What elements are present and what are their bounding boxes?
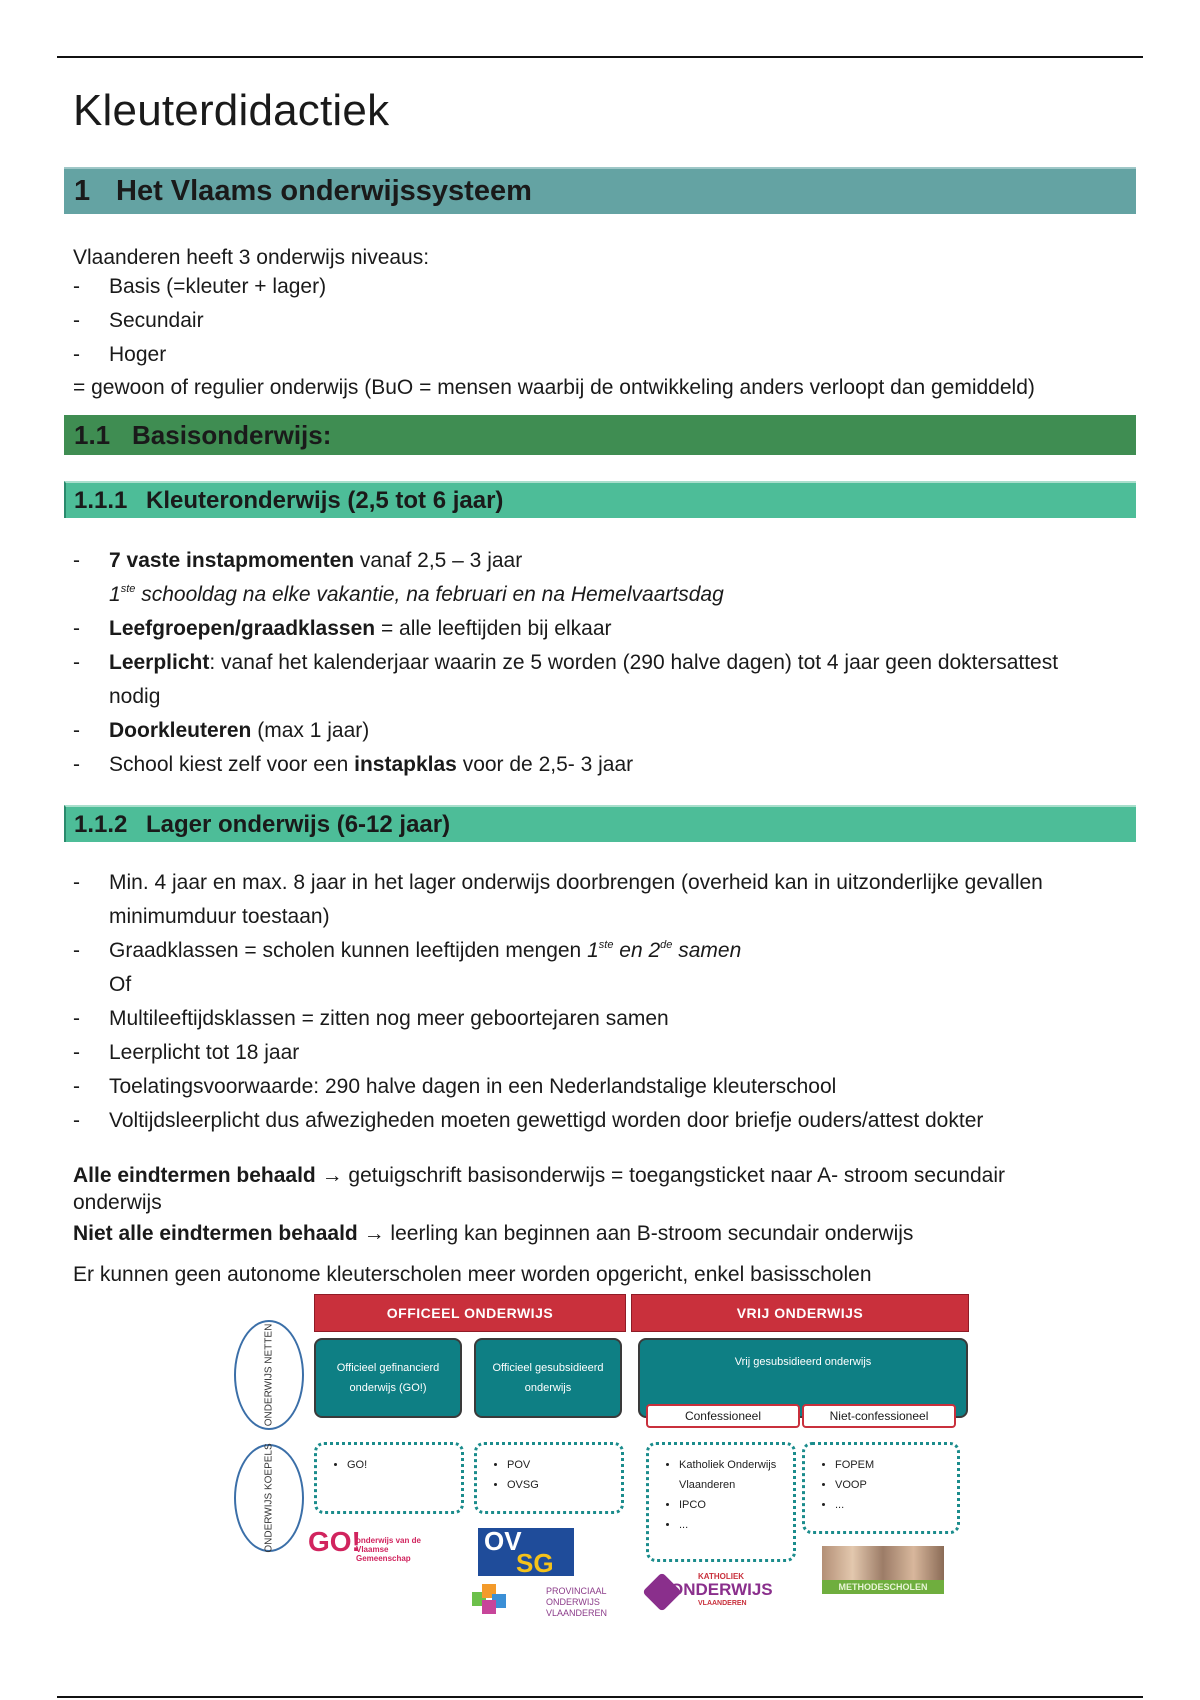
heading-text: Kleuteronderwijs (2,5 tot 6 jaar) — [146, 486, 504, 514]
bottom-rule — [57, 1696, 1143, 1698]
heading-section-1 — [64, 167, 1136, 214]
list-item — [73, 612, 1133, 646]
logo-text: GO! — [308, 1526, 361, 1557]
list-item: - Min. 4 jaar en max. 8 jaar in het lager onderwijs doorbrengen (overheid kan in uitzonderlijke gevallen — [73, 866, 1133, 900]
list-item: • GO! — [347, 1455, 461, 1475]
list-item: - Basis (=kleuter + lager) — [73, 270, 1133, 304]
heading-number: 1.1 — [74, 419, 111, 450]
confessioneel-tab: Confessioneel — [646, 1404, 800, 1428]
pov-logo-text: PROVINCIAAL ONDERWIJS VLAANDEREN — [546, 1586, 608, 1618]
bold-text: Leerplicht — [109, 651, 210, 674]
koepel-ogo-list — [477, 1445, 621, 1495]
regular-note: = gewoon of regulier onderwijs (BuO = mensen waarbij de ontwikkeling anders verloopt dan gemiddeld) — [73, 376, 1035, 399]
item-text: → getuigschrift basisonderwijs = toegangsticket naar A- stroom secundair — [315, 1164, 1005, 1187]
item-text: School kiest zelf voor een — [109, 753, 355, 776]
koepel-conf-list — [649, 1445, 793, 1535]
logo-text: SG — [516, 1548, 554, 1578]
levels-list — [73, 270, 1133, 372]
list-item — [73, 714, 1133, 748]
heading-section-1-1 — [64, 415, 1136, 455]
heading-text: Het Vlaams onderwijssysteem — [116, 175, 532, 207]
go-box: Officieel gefinancierd onderwijs (GO!) — [314, 1338, 462, 1418]
list-item: - Hoger — [73, 338, 1133, 372]
list-item: • IPCO — [679, 1495, 793, 1515]
ogo-box: Officieel gesubsidieerd onderwijs — [474, 1338, 622, 1418]
list-item — [73, 934, 1133, 968]
bold-text: instapklas — [354, 753, 457, 776]
item-text: 1 — [587, 939, 599, 962]
item-text: voor de 2,5- 3 jaar — [456, 753, 634, 776]
list-continuation: nodig — [109, 685, 161, 708]
autonoom-text: Er kunnen geen autonome kleuterscholen meer worden opgericht, enkel basisscholen — [73, 1263, 872, 1286]
item-text: vanaf 2,5 – 3 jaar — [354, 549, 523, 572]
onderwijs-diagram — [228, 1290, 978, 1645]
item-text: schooldag na elke vakantie, na februari en na Hemelvaartsdag — [135, 583, 724, 606]
lager-list — [73, 866, 1133, 1138]
logo-text: VLAANDEREN — [698, 1600, 747, 1607]
pov-logo-mark — [472, 1584, 510, 1614]
list-item: - Secundair — [73, 304, 1133, 338]
niet-confessioneel-tab: Niet-confessioneel — [802, 1404, 956, 1428]
koepel-go-box — [314, 1442, 464, 1514]
bold-text: Niet alle eindtermen behaald — [73, 1222, 358, 1245]
bold-text: Doorkleuteren — [109, 719, 252, 742]
document-title: Kleuterdidactiek — [73, 86, 390, 135]
list-continuation — [73, 578, 1133, 612]
list-continuation: minimumduur toestaan) — [109, 905, 330, 928]
koepels-label: ONDERWIJS KOEPELS — [263, 1443, 275, 1553]
item-text: en 2 — [613, 939, 661, 962]
superscript: ste — [120, 583, 136, 595]
eindtermen-alle-cont: onderwijs — [73, 1191, 162, 1214]
item-text: Graadklassen = scholen kunnen leeftijden mengen — [109, 939, 588, 962]
eindtermen-niet — [73, 1221, 913, 1247]
list-item: • ... — [679, 1515, 793, 1535]
logo-text: KATHOLIEK — [698, 1572, 745, 1581]
vrij-box: Vrij gesubsidieerd onderwijs — [638, 1338, 968, 1418]
item-text: 1 — [109, 583, 121, 606]
list-item: - Voltijdsleerplicht dus afwezigheden moeten gewettigd worden door briefje ouders/attest dokter — [73, 1104, 1133, 1138]
list-item — [73, 748, 1133, 782]
list-item — [73, 544, 1133, 578]
heading-section-1-1-2 — [64, 805, 1136, 842]
koepel-conf-box — [646, 1442, 796, 1562]
list-item: • POV — [507, 1455, 621, 1475]
logo-text: ONDERWIJS — [670, 1580, 773, 1599]
heading-section-1-1-1 — [64, 481, 1136, 518]
go-logo-subtext: onderwijs van de Vlaamse Gemeenschap — [356, 1536, 421, 1563]
go-logo — [308, 1526, 361, 1558]
katholiek-onderwijs-logo — [648, 1572, 772, 1612]
koepel-nconf-box — [802, 1442, 960, 1534]
koepel-go-list — [317, 1445, 461, 1475]
bold-text: Leefgroepen/graadklassen — [109, 617, 376, 640]
item-text: → leerling kan beginnen aan B-stroom secundair onderwijs — [357, 1222, 914, 1245]
koepels-oval — [234, 1444, 304, 1552]
heading-text: Basisonderwijs: — [132, 419, 332, 450]
logo-text: METHODESCHOLEN — [822, 1580, 944, 1594]
netten-oval — [234, 1320, 304, 1430]
officieel-banner: OFFICEEL ONDERWIJS — [314, 1294, 626, 1332]
intro-text: Vlaanderen heeft 3 onderwijs niveaus: — [73, 246, 430, 269]
list-item: - Multileeftijdsklassen = zitten nog meer geboortejaren samen — [73, 1002, 1133, 1036]
koepel-ogo-box — [474, 1442, 624, 1514]
item-text: : vanaf het kalenderjaar waarin ze 5 worden (290 halve dagen) tot 4 jaar geen doktersattest — [209, 651, 1059, 674]
bold-text: 7 vaste instapmomenten — [109, 549, 355, 572]
list-item: • Katholiek Onderwijs Vlaanderen — [679, 1455, 779, 1495]
list-item: • VOOP — [835, 1475, 957, 1495]
ovsg-logo — [478, 1528, 574, 1576]
heading-number: 1.1.1 — [74, 486, 128, 514]
heading-number: 1 — [74, 175, 91, 207]
netten-label: ONDERWIJS NETTEN — [263, 1323, 275, 1427]
superscript: de — [660, 939, 673, 951]
heading-number: 1.1.2 — [74, 810, 128, 838]
item-text: = alle leeftijden bij elkaar — [375, 617, 612, 640]
eindtermen-alle — [73, 1163, 1005, 1189]
methodescholen-logo — [822, 1546, 944, 1594]
list-item: • FOPEM — [835, 1455, 957, 1475]
list-item — [73, 646, 1133, 680]
list-item: - Toelatingsvoorwaarde: 290 halve dagen in een Nederlandstalige kleuterschool — [73, 1070, 1133, 1104]
list-item: • OVSG — [507, 1475, 621, 1495]
list-item: • ... — [835, 1495, 957, 1515]
kleuter-list — [73, 544, 1133, 782]
item-text: samen — [672, 939, 742, 962]
heading-text: Lager onderwijs (6-12 jaar) — [146, 810, 451, 838]
koepel-nconf-list — [805, 1445, 957, 1515]
item-text: (max 1 jaar) — [251, 719, 370, 742]
list-continuation: Of — [109, 973, 132, 996]
list-item: - Leerplicht tot 18 jaar — [73, 1036, 1133, 1070]
top-rule — [57, 56, 1143, 58]
bold-text: Alle eindtermen behaald — [73, 1164, 316, 1187]
vrij-banner: VRIJ ONDERWIJS — [631, 1294, 969, 1332]
superscript: ste — [598, 939, 614, 951]
logo-text: OV — [484, 1526, 522, 1556]
